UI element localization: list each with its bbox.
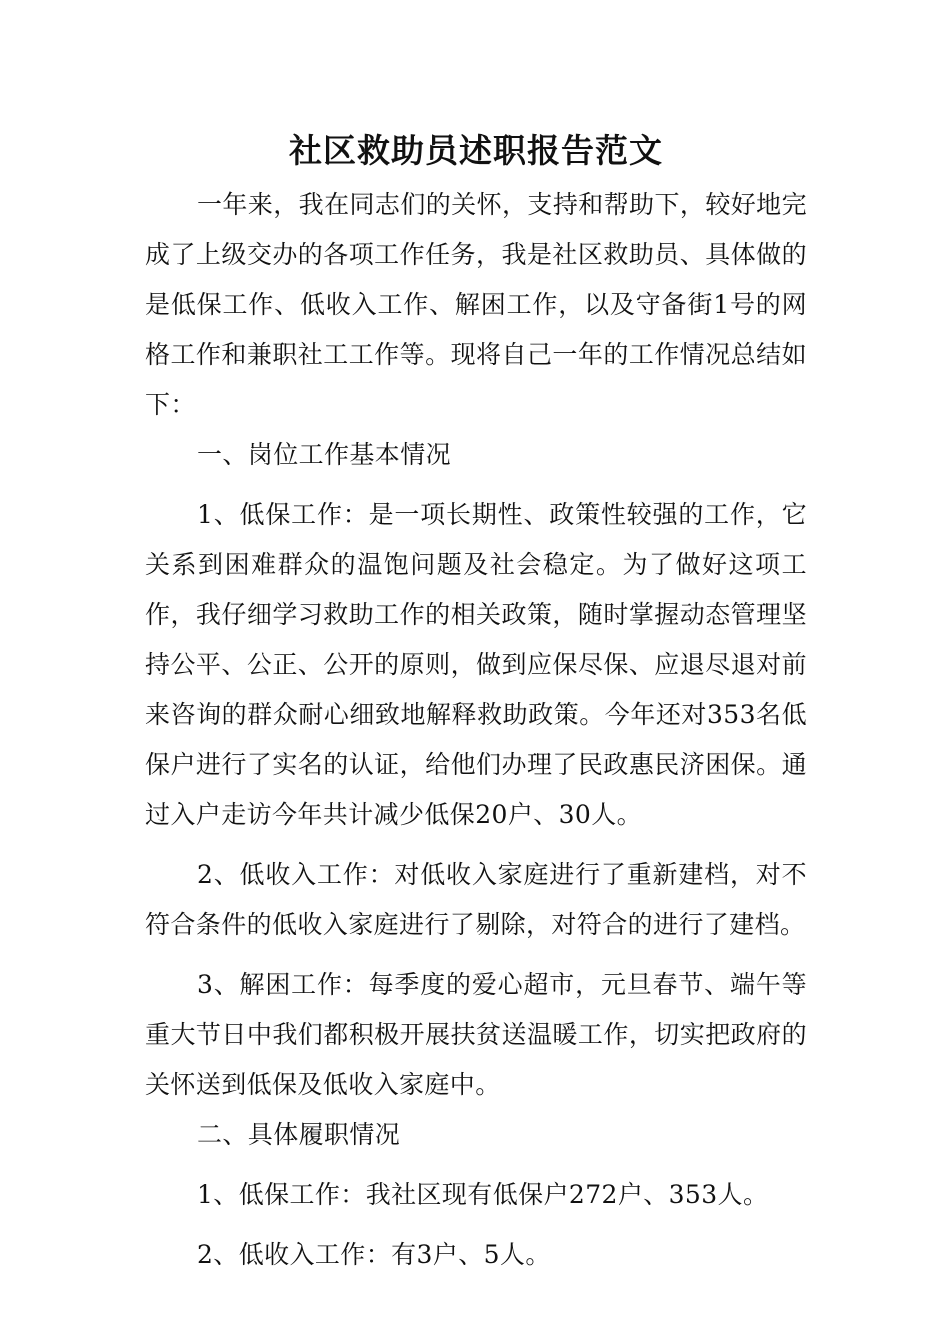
document-title: 社区救助员述职报告范文 [289, 131, 663, 170]
paragraph-relief-work: 3、解困工作：每季度的爱心超市，元旦春节、端午等重大节日中我们都积极开展扶贫送温暖工作，切实把政府的关怀送到低保及低收入家庭中。 [145, 970, 807, 1099]
paragraph-low-security-work: 1、低保工作：是一项长期性、政策性较强的工作，它关系到困难群众的温饱问题及社会稳定。为了做好这项工作，我仔细学习救助工作的相关政策，随时掌握动态管理坚持公平、公正、公开的原则，做到应保尽保、应退尽退对前来咨询的群众耐心细致地解释救助政策。今年还对353名低保户进行了实名的认证，给他们办理了民政惠民济困保。通过入户走访今年共计减少低保20户、30人。 [145, 500, 807, 829]
paragraph-low-income-work: 2、低收入工作：对低收入家庭进行了重新建档，对不符合条件的低收入家庭进行了剔除，对符合的进行了建档。 [145, 860, 807, 939]
section-heading-basic-situation: 一、岗位工作基本情况 [197, 440, 452, 469]
document-body [145, 128, 807, 1280]
paragraph-low-security-count: 1、低保工作：我社区现有低保户272户、353人。 [197, 1180, 769, 1209]
section-heading-duty-performance: 二、具体履职情况 [197, 1120, 401, 1149]
paragraph-intro: 一年来，我在同志们的关怀，支持和帮助下，较好地完成了上级交办的各项工作任务，我是社区救助员、具体做的是低保工作、低收入工作、解困工作，以及守备街1号的网格工作和兼职社工工作等。现将自己一年的工作情况总结如下： [145, 190, 807, 419]
paragraph-low-income-count: 2、低收入工作：有3户、5人。 [197, 1240, 551, 1269]
